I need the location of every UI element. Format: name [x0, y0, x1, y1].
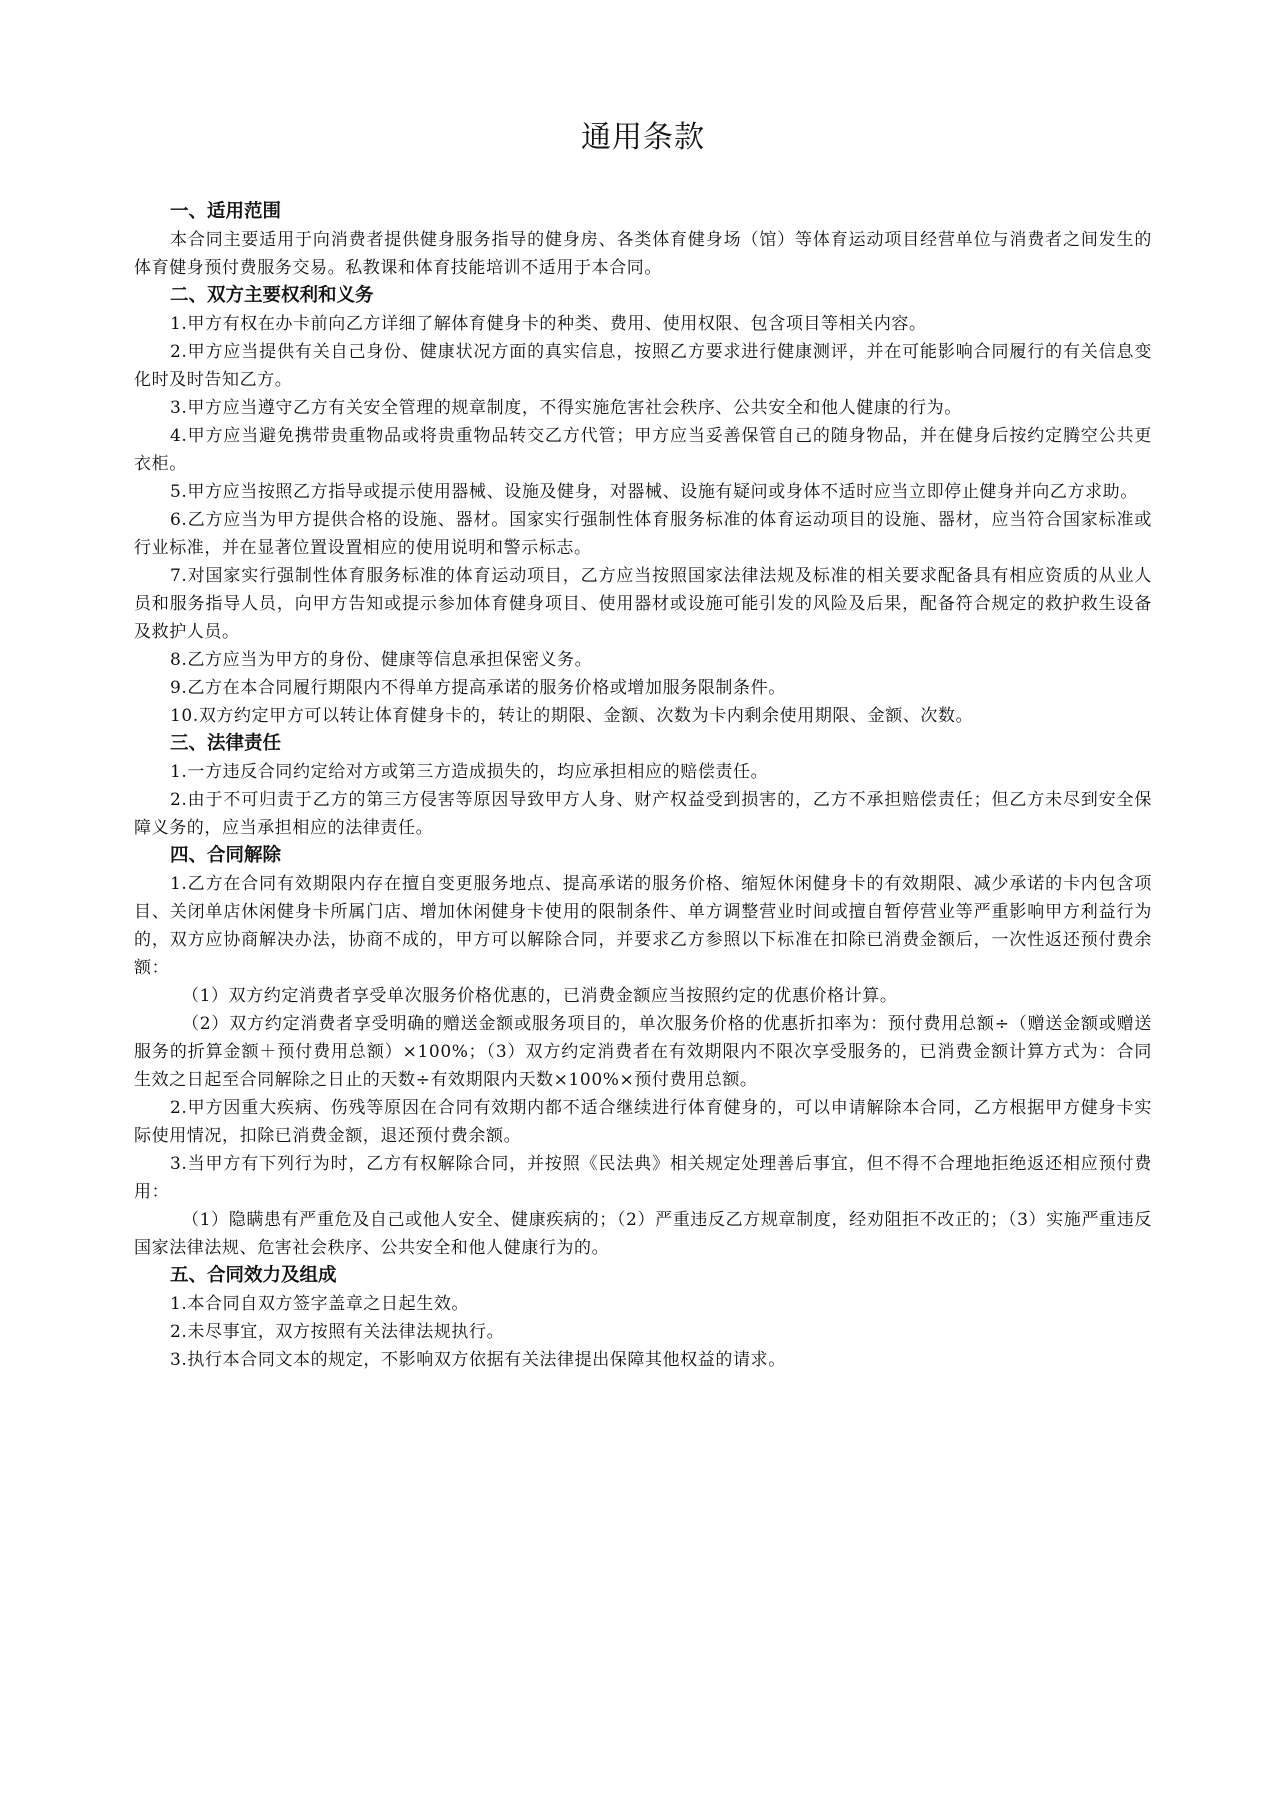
paragraph: 2.甲方因重大疾病、伤残等原因在合同有效期内都不适合继续进行体育健身的，可以申请解除本合同，乙方根据甲方健身卡实际使用情况，扣除已消费金额，退还预付费余额。 [134, 1098, 1152, 1146]
paragraph: 1.本合同自双方签字盖章之日起生效。 [170, 1294, 470, 1314]
paragraph: （1）双方约定消费者享受单次服务价格优惠的，已消费金额应当按照约定的优惠价格计算。 [182, 986, 898, 1006]
paragraph: 10.双方约定甲方可以转让体育健身卡的，转让的期限、金额、次数为卡内剩余使用期限、金额、次数。 [170, 706, 974, 726]
page-title: 通用条款 [581, 120, 705, 155]
paragraph: 1.一方违反合同约定给对方或第三方造成损失的，均应承担相应的赔偿责任。 [170, 762, 769, 782]
paragraph: 3.甲方应当遵守乙方有关安全管理的规章制度，不得实施危害社会秩序、公共安全和他人健康的行为。 [170, 398, 962, 418]
paragraph: 6.乙方应当为甲方提供合格的设施、器材。国家实行强制性体育服务标准的体育运动项目的设施、器材，应当符合国家标准或行业标准，并在显著位置设置相应的使用说明和警示标志。 [134, 510, 1152, 558]
paragraph: 5.甲方应当按照乙方指导或提示使用器械、设施及健身，对器械、设施有疑问或身体不适时应当立即停止健身并向乙方求助。 [170, 482, 1138, 502]
section-heading: 五、合同效力及组成 [170, 1265, 337, 1286]
paragraph: 本合同主要适用于向消费者提供健身服务指导的健身房、各类体育健身场（馆）等体育运动项目经营单位与消费者之间发生的体育健身预付费服务交易。私教课和体育技能培训不适用于本合同。 [134, 230, 1152, 278]
paragraph: 2.未尽事宜，双方按照有关法律法规执行。 [170, 1322, 505, 1342]
section-scope [134, 198, 1152, 282]
paragraph: 3.执行本合同文本的规定，不影响双方依据有关法律提出保障其他权益的请求。 [170, 1350, 786, 1370]
section-heading: 二、双方主要权利和义务 [170, 285, 374, 306]
paragraph: 2.甲方应当提供有关自己身份、健康状况方面的真实信息，按照乙方要求进行健康测评，并在可能影响合同履行的有关信息变化时及时告知乙方。 [134, 342, 1152, 390]
paragraph: 4.甲方应当避免携带贵重物品或将贵重物品转交乙方代管；甲方应当妥善保管自己的随身物品，并在健身后按约定腾空公共更衣柜。 [134, 426, 1152, 474]
section-heading: 一、适用范围 [170, 201, 282, 222]
paragraph: 9.乙方在本合同履行期限内不得单方提高承诺的服务价格或增加服务限制条件。 [170, 678, 786, 698]
section-legal-liability [134, 730, 1152, 842]
section-heading: 四、合同解除 [170, 845, 282, 866]
paragraph: 7.对国家实行强制性体育服务标准的体育运动项目，乙方应当按照国家法律法规及标准的相关要求配备具有相应资质的从业人员和服务指导人员，向甲方告知或提示参加体育健身项目、使用器材或设施可能引发的风险及后果，配备符合规定的救护救生设备及救护人员。 [134, 566, 1152, 642]
paragraph: 8.乙方应当为甲方的身份、健康等信息承担保密义务。 [170, 650, 593, 670]
paragraph: 1.乙方在合同有效期限内存在擅自变更服务地点、提高承诺的服务价格、缩短休闲健身卡的有效期限、减少承诺的卡内包含项目、关闭单店休闲健身卡所属门店、增加休闲健身卡使用的限制条件、单方调整营业时间或擅自暂停营业等严重影响甲方利益行为的，双方应协商解决办法，协商不成的，甲方可以解除合同，并要求乙方参照以下标准在扣除已消费金额后，一次性返还预付费余额： [134, 874, 1152, 978]
paragraph: 1.甲方有权在办卡前向乙方详细了解体育健身卡的种类、费用、使用权限、包含项目等相关内容。 [170, 314, 927, 334]
section-termination [134, 842, 1152, 1262]
paragraph: （1）隐瞒患有严重危及自己或他人安全、健康疾病的；（2）严重违反乙方规章制度，经劝阻拒不改正的；（3）实施严重违反国家法律法规、危害社会秩序、公共安全和他人健康行为的。 [134, 1210, 1152, 1258]
section-rights-obligations [134, 282, 1152, 730]
paragraph: （2）双方约定消费者享受明确的赠送金额或服务项目的，单次服务价格的优惠折扣率为：预付费用总额÷（赠送金额或赠送服务的折算金额＋预付费用总额）×100%；（3）双方约定消费者在有效期限内不限次享受服务的，已消费金额计算方式为：合同生效之日起至合同解除之日止的天数÷有效期限内天数×100%×预付费用总额。 [134, 1014, 1152, 1090]
paragraph: 3.当甲方有下列行为时，乙方有权解除合同，并按照《民法典》相关规定处理善后事宜，但不得不合理地拒绝返还相应预付费用： [134, 1154, 1152, 1202]
section-heading: 三、法律责任 [170, 733, 282, 754]
section-effect-composition [134, 1262, 1152, 1374]
paragraph: 2.由于不可归责于乙方的第三方侵害等原因导致甲方人身、财产权益受到损害的，乙方不承担赔偿责任；但乙方未尽到安全保障义务的，应当承担相应的法律责任。 [134, 790, 1152, 838]
